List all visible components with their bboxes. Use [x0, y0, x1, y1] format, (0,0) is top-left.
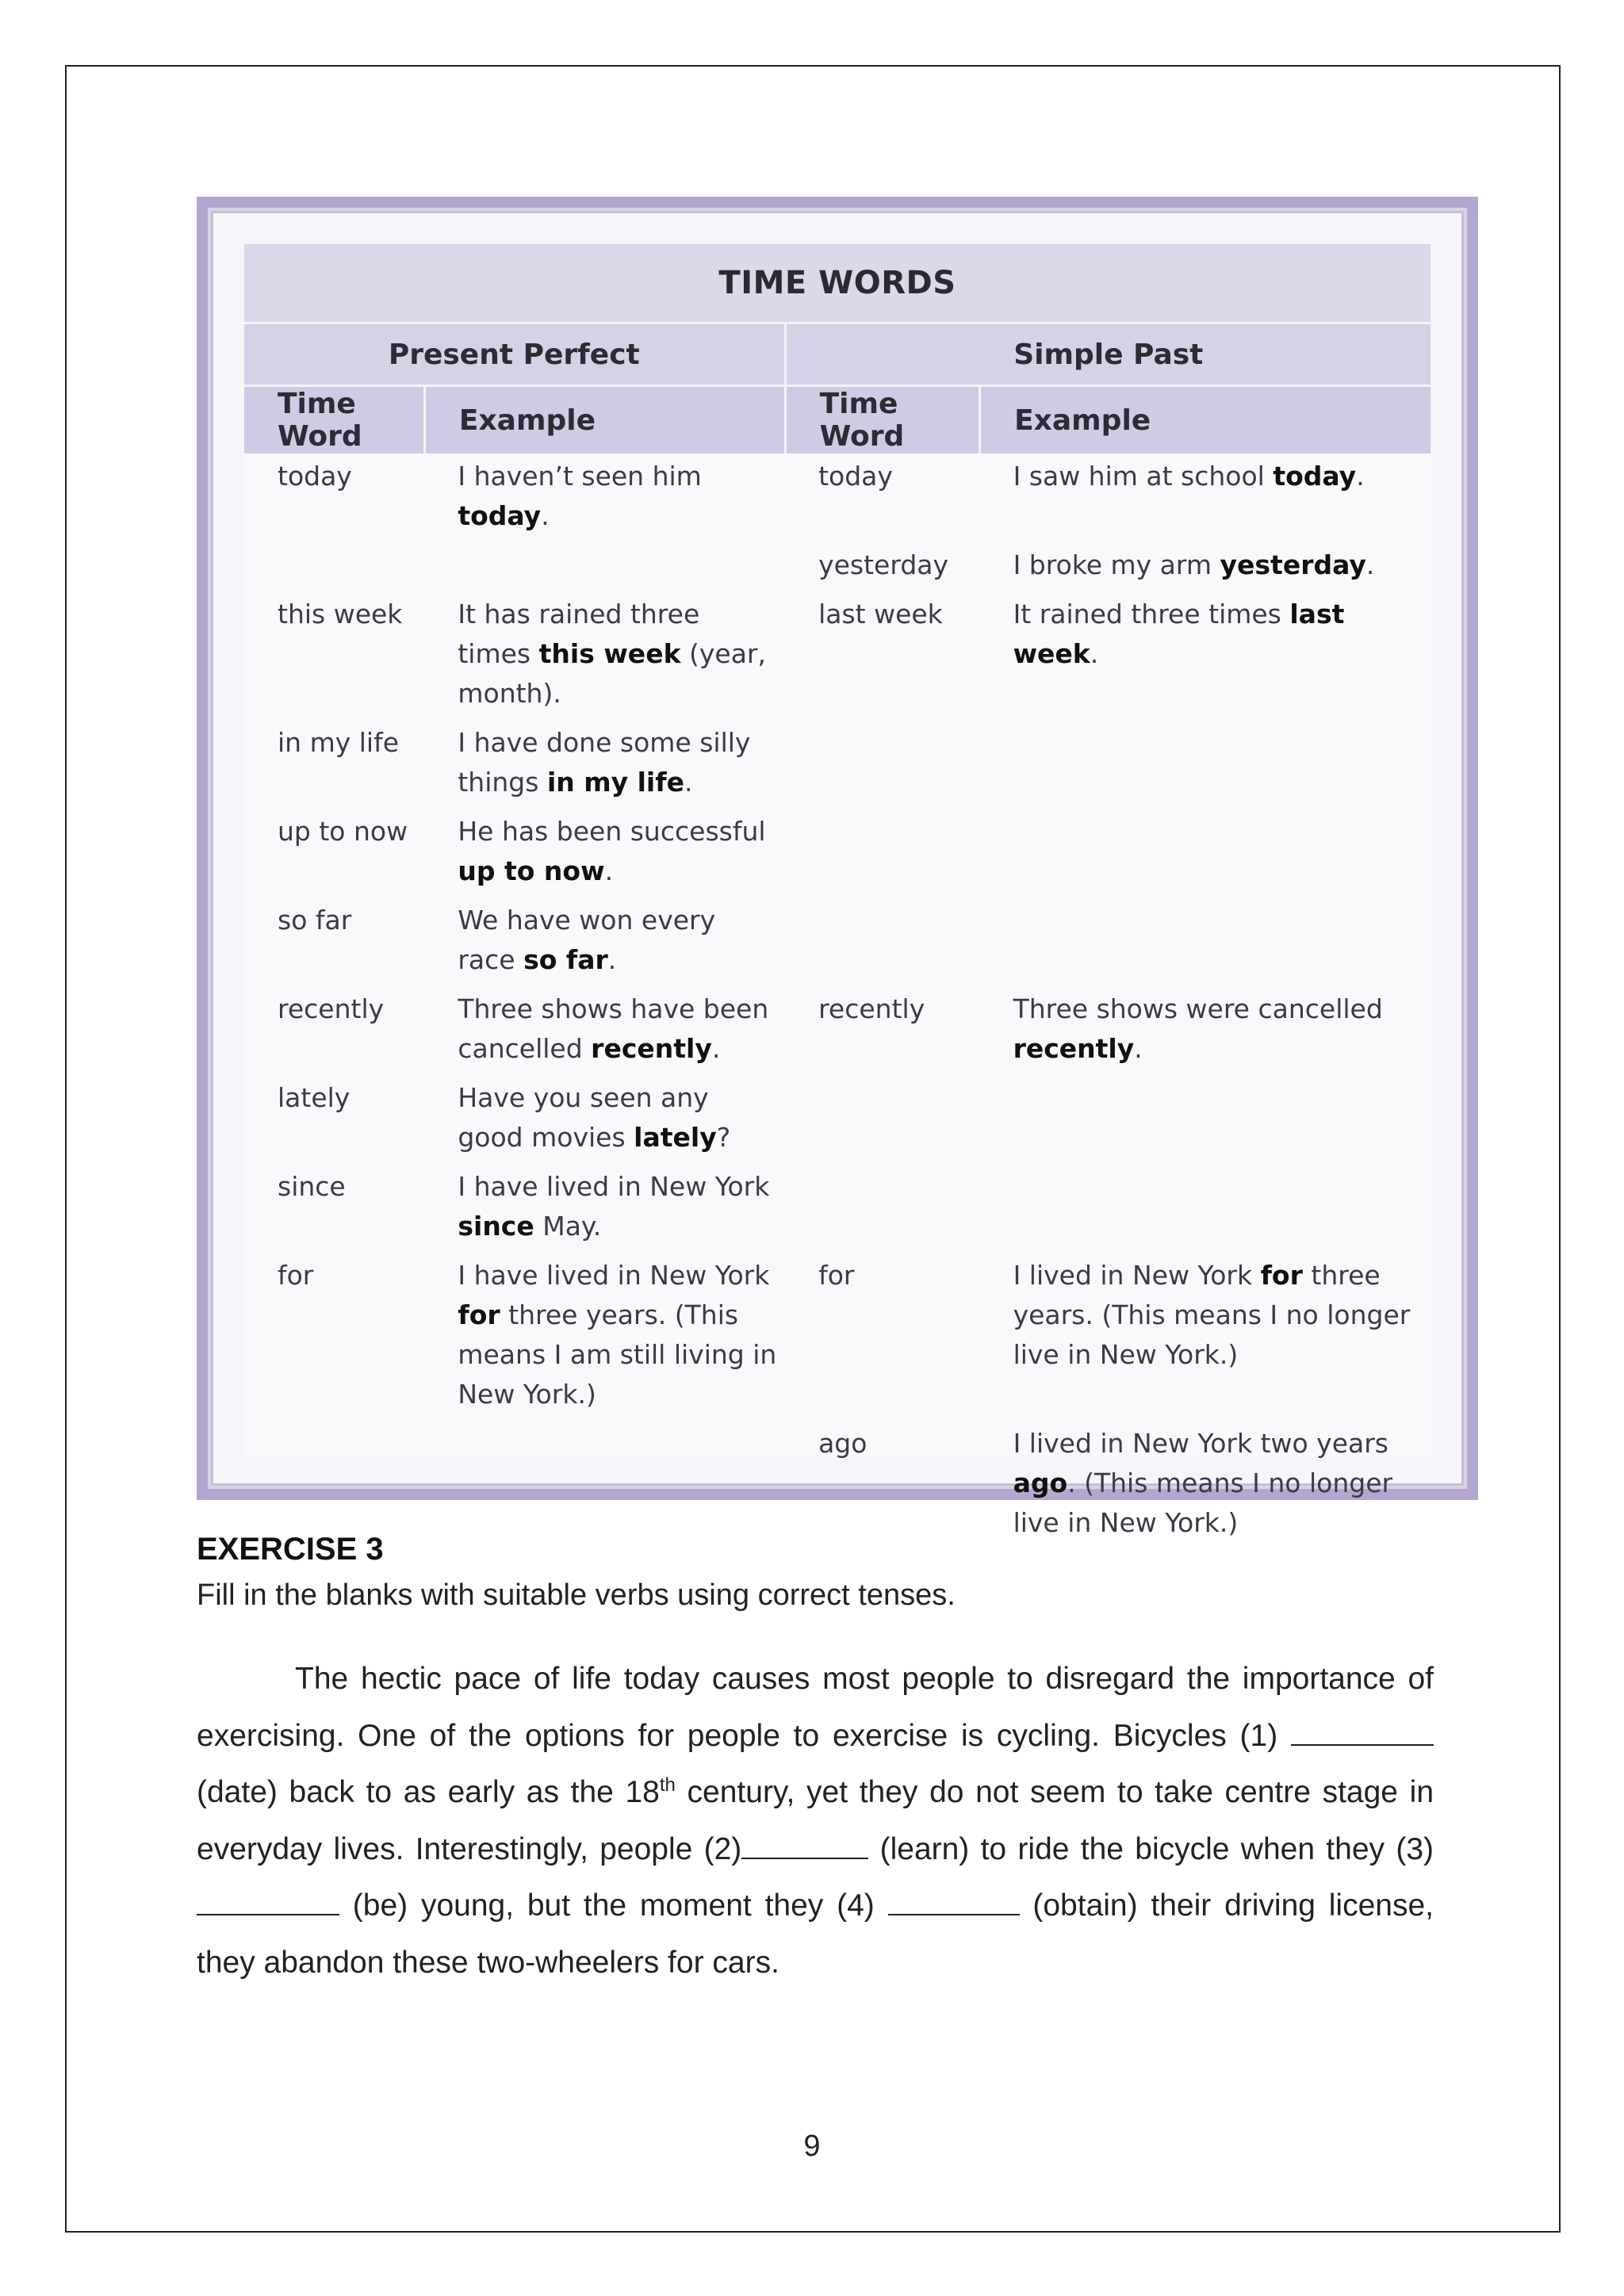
pp-time-word-cell: since	[278, 1171, 346, 1202]
highlighted-time-word: today	[1273, 461, 1357, 492]
example-text: I haven’t seen him	[458, 461, 702, 492]
highlighted-time-word: for	[458, 1299, 500, 1330]
highlighted-time-word: so far	[523, 944, 608, 975]
group-simple-past: Simple Past	[785, 323, 1431, 386]
table-title: TIME WORDS	[244, 244, 1431, 323]
table-body	[244, 453, 1431, 1549]
example-text: .	[1090, 638, 1099, 669]
example-text: .	[607, 944, 617, 975]
example-text: Have you seen any good movies	[458, 1082, 709, 1153]
blank-4[interactable]	[888, 1882, 1020, 1915]
header-sp-example: Example	[980, 386, 1431, 454]
sp-example-cell	[980, 591, 1431, 720]
pp-example-cell	[424, 986, 785, 1075]
paragraph-text: The hectic pace of life today causes most people to disregard the importance of exercising. One of the options for people to exercise is cycling. Bicycles (1)	[197, 1662, 1434, 1753]
blank-3[interactable]	[197, 1882, 339, 1915]
exercise-section	[197, 1529, 1434, 1991]
table-row	[244, 1075, 1431, 1164]
sp-example-cell	[980, 897, 1431, 986]
header-pp-time-word: Time Word	[244, 386, 424, 454]
example-text: I saw him at school	[1013, 461, 1274, 492]
example-text: .	[1356, 461, 1365, 492]
example-text: .	[1134, 1033, 1143, 1064]
page-number: 9	[803, 2130, 821, 2163]
highlighted-time-word: for	[1260, 1260, 1303, 1291]
time-words-table-wrap	[244, 244, 1431, 1538]
highlighted-time-word: today	[458, 500, 542, 531]
example-text: three years. (This means I no longer live in New York.)	[1013, 1260, 1411, 1370]
pp-example-cell	[424, 1075, 785, 1164]
exercise-title: EXERCISE 3	[197, 1532, 384, 1567]
table-row	[244, 897, 1431, 986]
paragraph-text: (date) back to as early as the 18	[197, 1775, 660, 1809]
table-row	[244, 453, 1431, 542]
example-text: We have won every race	[458, 905, 716, 975]
pp-time-word-cell: for	[278, 1260, 314, 1291]
pp-time-word-cell: today	[278, 461, 352, 492]
sp-time-word-cell	[785, 809, 979, 897]
example-text: .	[684, 767, 693, 798]
exercise-paragraph	[197, 1651, 1434, 1991]
time-words-table	[244, 244, 1431, 1549]
highlighted-time-word: last week	[1013, 599, 1345, 669]
example-text: .	[711, 1033, 721, 1064]
header-sp-time-word: Time Word	[785, 386, 979, 454]
pp-time-word-cell	[244, 542, 424, 591]
sp-time-word-cell	[785, 1164, 979, 1253]
example-text: It rained three times	[1013, 599, 1290, 629]
highlighted-time-word: up to now	[458, 855, 605, 886]
highlighted-time-word: recently	[591, 1033, 712, 1064]
sp-example-cell	[980, 1253, 1431, 1421]
paragraph-text: century, yet they do not seem to take centre stage in everyday lives. Interestingly, people (2)	[197, 1775, 1434, 1866]
header-pp-example: Example	[424, 386, 785, 454]
example-text: I lived in New York two years	[1013, 1428, 1388, 1459]
sp-example-cell	[980, 1164, 1431, 1253]
paragraph-text: (obtain) their driving license, they abandon these two-wheelers for cars.	[197, 1888, 1434, 1980]
pp-example-cell	[424, 542, 785, 591]
pp-time-word-cell: up to now	[278, 816, 408, 847]
sp-time-word-cell: today	[818, 461, 893, 492]
sp-time-word-cell: for	[818, 1260, 855, 1291]
example-text: I have lived in New York	[458, 1260, 770, 1291]
pp-example-cell	[424, 1164, 785, 1253]
highlighted-time-word: yesterday	[1220, 549, 1366, 580]
example-text: I have lived in New York	[458, 1171, 770, 1202]
table-row	[244, 591, 1431, 720]
table-row	[244, 1164, 1431, 1253]
example-text: I lived in New York	[1013, 1260, 1261, 1291]
example-text: .	[604, 855, 614, 886]
pp-example-cell	[424, 591, 785, 720]
example-text: It has rained three times	[458, 599, 700, 669]
example-text: . (This means I no longer live in New York.)	[1013, 1468, 1393, 1538]
highlighted-time-word: recently	[1013, 1033, 1135, 1064]
highlighted-time-word: this week	[538, 638, 681, 669]
sp-time-word-cell: recently	[818, 993, 925, 1024]
blank-2[interactable]	[741, 1826, 868, 1859]
pp-time-word-cell: this week	[278, 599, 403, 629]
sp-example-cell	[980, 542, 1431, 591]
example-text: May.	[534, 1211, 602, 1242]
example-text: I broke my arm	[1013, 549, 1220, 580]
table-row	[244, 809, 1431, 897]
example-text: .	[541, 500, 550, 531]
example-text: three years. (This means I am still living in New York.)	[458, 1299, 777, 1410]
example-text: He has been successful	[458, 816, 766, 847]
sp-example-cell	[980, 1075, 1431, 1164]
paragraph-text: (be) young, but the moment they (4)	[339, 1888, 888, 1923]
table-row	[244, 1253, 1431, 1421]
ordinal-suffix: th	[659, 1774, 676, 1796]
group-present-perfect: Present Perfect	[244, 323, 785, 386]
pp-time-word-cell: recently	[278, 993, 385, 1024]
sp-example-cell	[980, 720, 1431, 809]
pp-example-cell	[424, 453, 785, 542]
pp-example-cell	[424, 1253, 785, 1421]
example-text: Three shows were cancelled	[1013, 993, 1383, 1024]
sp-time-word-cell: last week	[818, 599, 943, 629]
figure-frame	[208, 208, 1467, 1538]
table-row	[244, 720, 1431, 809]
highlighted-time-word: lately	[634, 1122, 717, 1153]
sp-example-cell	[980, 809, 1431, 897]
pp-example-cell	[424, 897, 785, 986]
sp-time-word-cell: yesterday	[818, 549, 949, 580]
sp-time-word-cell: ago	[818, 1428, 868, 1459]
time-words-figure	[197, 197, 1478, 1538]
exercise-instruction: Fill in the blanks with suitable verbs using correct tenses.	[197, 1578, 956, 1612]
paragraph-text: (learn) to ride the bicycle when they (3)	[868, 1831, 1434, 1866]
sp-example-cell	[980, 453, 1431, 542]
highlighted-time-word: since	[458, 1211, 534, 1242]
example-text: I have done some silly things	[458, 727, 751, 798]
example-text: (year, month).	[458, 638, 766, 709]
pp-example-cell	[424, 809, 785, 897]
example-text: Three shows have been cancelled	[458, 993, 769, 1064]
sp-time-word-cell	[785, 897, 979, 986]
highlighted-time-word: ago	[1013, 1468, 1068, 1498]
example-text: .	[1365, 549, 1375, 580]
sp-example-cell	[980, 986, 1431, 1075]
example-text: ?	[716, 1122, 731, 1153]
blank-1[interactable]	[1291, 1712, 1434, 1746]
pp-time-word-cell: in my life	[278, 727, 399, 758]
table-row	[244, 542, 1431, 591]
pp-time-word-cell: lately	[278, 1082, 350, 1113]
pp-example-cell	[424, 720, 785, 809]
pp-time-word-cell: so far	[278, 905, 352, 936]
table-row	[244, 986, 1431, 1075]
sp-time-word-cell	[785, 720, 979, 809]
highlighted-time-word: in my life	[546, 767, 684, 798]
sp-time-word-cell	[785, 1075, 979, 1164]
